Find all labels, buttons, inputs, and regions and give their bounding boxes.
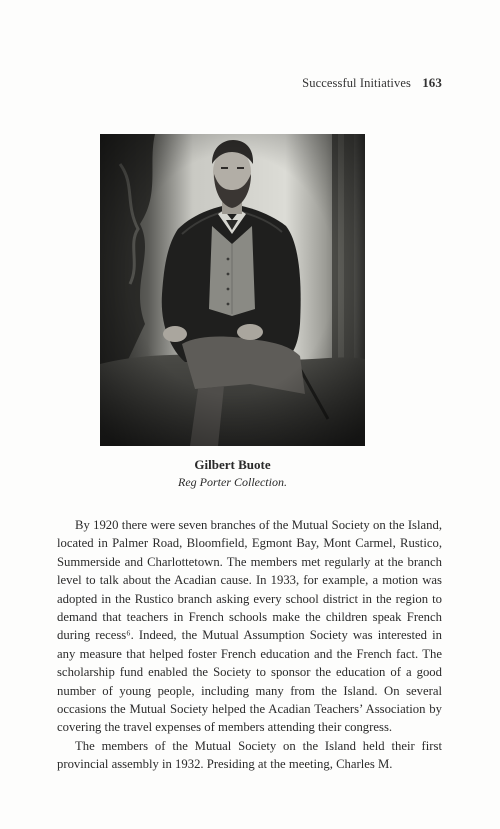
portrait-photograph — [100, 134, 365, 446]
portrait-photo-image — [100, 134, 365, 446]
paragraph: By 1920 there were seven branches of the Mutual Society on the Island, located in Palmer Road, Bloomfield, Egmont Bay, Mont Carmel, Rustico, Summerside and Charlottetown. The members met regularly at the branch level to talk about the Acadian cause. In 1933, for example, a motion was adopted in the Rustico branch asking every school district in the region to demand that teachers in French schools make the children speak French during recess⁶. Indeed, the Mutual Assumption Society was interested in any measure that helped foster French education and the French fact. The scholarship fund enabled the Society to sponsor the education of a good number of young people, including many from the Island. On several occasions the Mutual Society helped the Acadian Teachers’ Association by covering the travel expenses of members attending their congress. — [57, 518, 442, 735]
body-text — [57, 516, 442, 774]
figure-caption — [0, 457, 465, 490]
caption-name: Gilbert Buote — [194, 457, 271, 472]
page-number: 163 — [422, 75, 442, 90]
caption-credit: Reg Porter Collection. — [178, 475, 287, 489]
paragraph: The members of the Mutual Society on the Island held their first provincial assembly in 1932. Presiding at the meeting, Charles M. — [57, 738, 442, 772]
running-head-section-title: Successful Initiatives — [302, 76, 411, 90]
running-head — [302, 75, 442, 91]
